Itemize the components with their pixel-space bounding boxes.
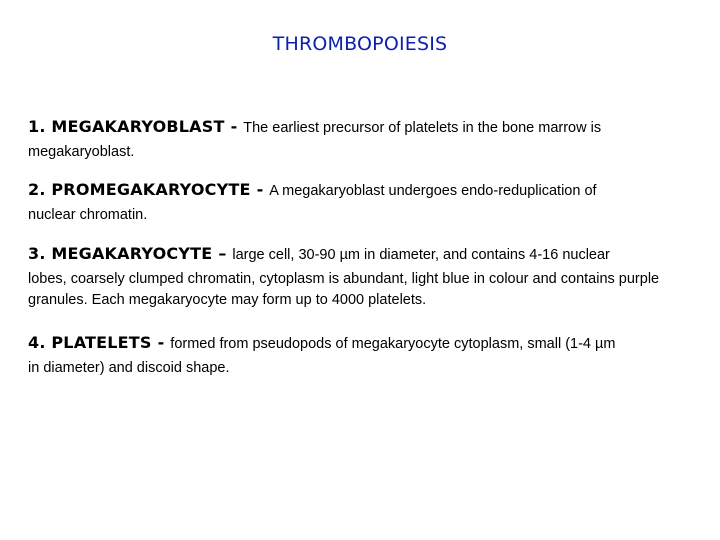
- item-dash: -: [230, 117, 238, 136]
- item-first-line: [28, 331, 704, 356]
- item-first-line: [28, 242, 704, 267]
- item-heading: 3. MEGAKARYOCYTE: [28, 244, 213, 263]
- list-item-megakaryoblast: [28, 115, 704, 163]
- item-heading: 2. PROMEGAKARYOCYTE: [28, 180, 251, 199]
- item-first-line: [28, 178, 704, 203]
- item-first-line: [28, 115, 704, 140]
- item-heading: 1. MEGAKARYOBLAST: [28, 117, 225, 136]
- list-item-promegakaryocyte: [28, 178, 704, 226]
- item-dash: -: [157, 333, 165, 352]
- item-continuation: nuclear chromatin.: [28, 207, 148, 223]
- item-heading: 4. PLATELETS: [28, 333, 152, 352]
- list-item-platelets: [28, 331, 704, 379]
- item-text: The earliest precursor of platelets in the bone marrow is: [243, 120, 602, 136]
- page-title: THROMBOPOIESIS: [272, 33, 448, 55]
- item-dash: -: [256, 180, 264, 199]
- list-item-megakaryocyte: [28, 242, 704, 311]
- item-dash: –: [218, 244, 227, 263]
- item-continuation: in diameter) and discoid shape.: [28, 360, 230, 376]
- item-text: large cell, 30-90 µm in diameter, and contains 4-16 nuclear: [232, 247, 610, 263]
- item-continuation: megakaryoblast.: [28, 144, 135, 160]
- item-continuation: lobes, coarsely clumped chromatin, cytoplasm is abundant, light blue in colour and contains purple granules. Each megakaryocyte may form up to 4000 platelets.: [28, 271, 660, 308]
- item-text: A megakaryoblast undergoes endo-reduplication of: [269, 183, 597, 199]
- item-text: formed from pseudopods of megakaryocyte cytoplasm, small (1-4 µm: [170, 336, 616, 352]
